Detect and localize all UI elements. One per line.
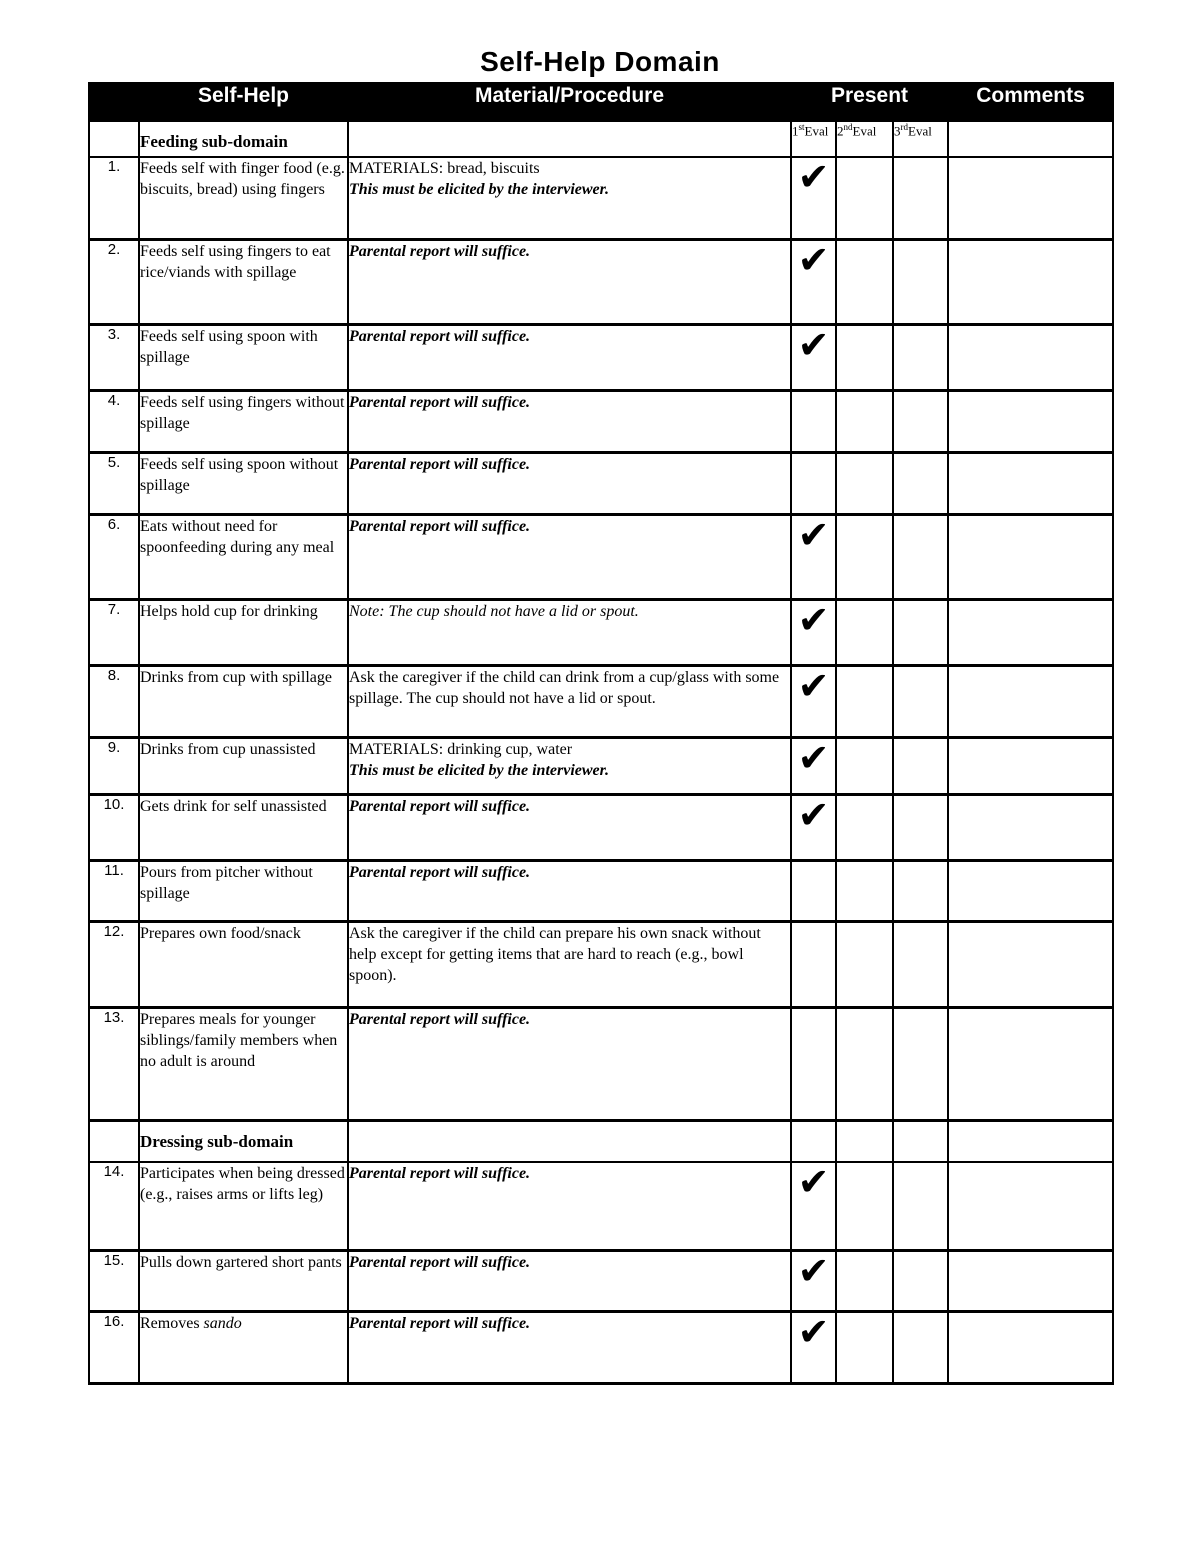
eval-1-cell[interactable] bbox=[791, 860, 836, 921]
eval-3-cell[interactable] bbox=[893, 665, 948, 737]
eval-3-cell[interactable] bbox=[893, 1007, 948, 1120]
item-number: 11. bbox=[89, 860, 139, 921]
skill-description: Feeds self using fingers without spillage bbox=[139, 390, 348, 452]
table-body bbox=[89, 121, 1113, 1383]
procedure-instruction: Parental report will suffice. bbox=[349, 393, 531, 411]
comments-cell[interactable] bbox=[948, 390, 1113, 452]
eval-1-cell[interactable] bbox=[791, 157, 836, 239]
procedure-instruction: Parental report will suffice. bbox=[349, 1010, 531, 1028]
procedure-instruction: Parental report will suffice. bbox=[349, 327, 531, 345]
eval-1-cell[interactable] bbox=[791, 921, 836, 1007]
skill-description: Prepares meals for younger siblings/family members when no adult is around bbox=[139, 1007, 348, 1120]
procedure-cell bbox=[348, 390, 791, 452]
skill-description: Drinks from cup with spillage bbox=[139, 665, 348, 737]
comments-cell[interactable] bbox=[948, 599, 1113, 665]
procedure-text: MATERIALS: bread, biscuits bbox=[349, 160, 540, 177]
table-row bbox=[89, 1007, 1113, 1120]
table-row bbox=[89, 794, 1113, 860]
eval-2-cell[interactable] bbox=[836, 737, 893, 794]
procedure-cell bbox=[348, 452, 791, 514]
header-self-help: Self-Help bbox=[139, 83, 348, 121]
procedure-instruction: Parental report will suffice. bbox=[349, 242, 531, 260]
skill-description: Pours from pitcher without spillage bbox=[139, 860, 348, 921]
eval-2-cell[interactable] bbox=[836, 1007, 893, 1120]
skill-italic-text: sando bbox=[203, 1314, 242, 1332]
subdomain-row-feeding bbox=[89, 121, 1113, 157]
item-number: 15. bbox=[89, 1250, 139, 1311]
eval-2-cell[interactable] bbox=[836, 514, 893, 599]
eval-3-cell[interactable] bbox=[893, 514, 948, 599]
skill-description: Participates when being dressed (e.g., raises arms or lifts leg) bbox=[139, 1162, 348, 1250]
eval-1-cell[interactable] bbox=[791, 324, 836, 390]
item-number: 16. bbox=[89, 1311, 139, 1383]
procedure-text: Ask the caregiver if the child can prepare his own snack without help except for getting items that are hard to reach (e.g., bowl spoon). bbox=[349, 924, 761, 984]
item-number: 2. bbox=[89, 239, 139, 324]
table-row bbox=[89, 921, 1113, 1007]
procedure-cell bbox=[348, 1311, 791, 1383]
item-number: 8. bbox=[89, 665, 139, 737]
checkmark-icon: ✔ bbox=[797, 1309, 830, 1354]
table-row bbox=[89, 452, 1113, 514]
procedure-cell bbox=[348, 599, 791, 665]
table-row bbox=[89, 324, 1113, 390]
procedure-instruction: Parental report will suffice. bbox=[349, 797, 531, 815]
comments-cell[interactable] bbox=[948, 1120, 1113, 1162]
eval-3-cell[interactable] bbox=[893, 1250, 948, 1311]
item-number: 3. bbox=[89, 324, 139, 390]
eval-2-cell[interactable] bbox=[836, 921, 893, 1007]
skill-description: Prepares own food/snack bbox=[139, 921, 348, 1007]
item-number: 6. bbox=[89, 514, 139, 599]
checkmark-icon: ✔ bbox=[797, 735, 830, 780]
comments-cell[interactable] bbox=[948, 239, 1113, 324]
eval-1-cell[interactable] bbox=[791, 452, 836, 514]
eval-1-cell[interactable] bbox=[791, 665, 836, 737]
eval-2-cell[interactable] bbox=[836, 324, 893, 390]
table-row bbox=[89, 1162, 1113, 1250]
table-row bbox=[89, 737, 1113, 794]
skill-description: Drinks from cup unassisted bbox=[139, 737, 348, 794]
checkmark-icon: ✔ bbox=[797, 1248, 830, 1293]
procedure-cell bbox=[348, 1007, 791, 1120]
subdomain-row-dressing bbox=[89, 1120, 1113, 1162]
eval-2-cell[interactable] bbox=[836, 665, 893, 737]
eval-1-cell[interactable] bbox=[791, 1311, 836, 1383]
item-number: 14. bbox=[89, 1162, 139, 1250]
comments-cell[interactable] bbox=[948, 1007, 1113, 1120]
skill-description: Feeds self using fingers to eat rice/viands with spillage bbox=[139, 239, 348, 324]
skill-description: Pulls down gartered short pants bbox=[139, 1250, 348, 1311]
comments-cell[interactable] bbox=[948, 1311, 1113, 1383]
eval-2-cell[interactable] bbox=[836, 794, 893, 860]
procedure-cell bbox=[348, 737, 791, 794]
item-number: 12. bbox=[89, 921, 139, 1007]
eval-2-cell[interactable] bbox=[836, 1120, 893, 1162]
procedure-instruction: Parental report will suffice. bbox=[349, 517, 531, 535]
procedure-cell bbox=[348, 239, 791, 324]
procedure-text: MATERIALS: drinking cup, water bbox=[349, 740, 573, 758]
eval-1-cell[interactable] bbox=[791, 794, 836, 860]
eval-1-cell[interactable] bbox=[791, 1120, 836, 1162]
eval-3-cell[interactable] bbox=[893, 860, 948, 921]
eval-2-cell[interactable] bbox=[836, 390, 893, 452]
item-number: 4. bbox=[89, 390, 139, 452]
table-row bbox=[89, 390, 1113, 452]
procedure-text: Ask the caregiver if the child can drink from a cup/glass with some spillage. The cup should not have a lid or spout. bbox=[349, 668, 780, 707]
eval-2-cell[interactable] bbox=[836, 239, 893, 324]
eval-3-cell[interactable] bbox=[893, 324, 948, 390]
eval-2-cell[interactable] bbox=[836, 1311, 893, 1383]
procedure-cell bbox=[348, 514, 791, 599]
table-row bbox=[89, 1311, 1113, 1383]
checkmark-icon: ✔ bbox=[797, 322, 830, 367]
eval-1-cell[interactable] bbox=[791, 1007, 836, 1120]
header-comments: Comments bbox=[948, 83, 1113, 121]
eval-1-header: 1stEval bbox=[791, 121, 836, 157]
procedure-instruction: This must be elicited by the interviewer. bbox=[349, 761, 609, 779]
comments-cell[interactable] bbox=[948, 921, 1113, 1007]
page-title: Self-Help Domain bbox=[480, 46, 720, 77]
checkmark-icon: ✔ bbox=[797, 663, 830, 708]
procedure-instruction: Parental report will suffice. bbox=[349, 863, 531, 881]
item-number: 1. bbox=[89, 157, 139, 239]
comments-cell[interactable] bbox=[948, 1162, 1113, 1250]
eval-3-cell[interactable] bbox=[893, 390, 948, 452]
procedure-cell bbox=[348, 1162, 791, 1250]
item-number: 5. bbox=[89, 452, 139, 514]
table-row bbox=[89, 599, 1113, 665]
eval-1-cell[interactable] bbox=[791, 1250, 836, 1311]
eval-1-cell[interactable] bbox=[791, 599, 836, 665]
eval-3-cell[interactable] bbox=[893, 239, 948, 324]
item-number: 9. bbox=[89, 737, 139, 794]
subdomain-label: Dressing sub-domain bbox=[139, 1120, 348, 1162]
table-row bbox=[89, 514, 1113, 599]
checkmark-icon: ✔ bbox=[797, 155, 830, 199]
comments-cell[interactable] bbox=[948, 121, 1113, 157]
procedure-instruction: Parental report will suffice. bbox=[349, 1314, 531, 1332]
procedure-note: Note: The cup should not have a lid or spout. bbox=[349, 602, 639, 620]
procedure-cell bbox=[348, 794, 791, 860]
comments-cell[interactable] bbox=[948, 157, 1113, 239]
checkmark-icon: ✔ bbox=[797, 597, 830, 642]
header-present: Present bbox=[791, 83, 948, 121]
table-row bbox=[89, 239, 1113, 324]
eval-2-cell[interactable] bbox=[836, 1250, 893, 1311]
skill-description bbox=[139, 1311, 348, 1383]
subdomain-label: Feeding sub-domain bbox=[139, 121, 348, 157]
procedure-cell bbox=[348, 665, 791, 737]
eval-3-header: 3rdEval bbox=[893, 121, 948, 157]
eval-1-cell[interactable] bbox=[791, 390, 836, 452]
procedure-cell bbox=[348, 1250, 791, 1311]
procedure-cell bbox=[348, 921, 791, 1007]
eval-3-cell[interactable] bbox=[893, 737, 948, 794]
comments-cell[interactable] bbox=[948, 665, 1113, 737]
eval-3-cell[interactable] bbox=[893, 1120, 948, 1162]
eval-3-cell[interactable] bbox=[893, 452, 948, 514]
procedure-cell bbox=[348, 324, 791, 390]
checkmark-icon: ✔ bbox=[797, 1160, 830, 1204]
table-row bbox=[89, 860, 1113, 921]
procedure-instruction: Parental report will suffice. bbox=[349, 455, 531, 473]
skill-description: Eats without need for spoonfeeding during any meal bbox=[139, 514, 348, 599]
eval-1-cell[interactable] bbox=[791, 737, 836, 794]
procedure-instruction: This must be elicited by the interviewer. bbox=[349, 181, 609, 198]
item-number: 10. bbox=[89, 794, 139, 860]
procedure-instruction: Parental report will suffice. bbox=[349, 1253, 531, 1271]
eval-3-cell[interactable] bbox=[893, 157, 948, 239]
eval-3-cell[interactable] bbox=[893, 921, 948, 1007]
eval-1-cell[interactable] bbox=[791, 514, 836, 599]
eval-3-cell[interactable] bbox=[893, 599, 948, 665]
eval-3-cell[interactable] bbox=[893, 794, 948, 860]
procedure-cell bbox=[348, 860, 791, 921]
comments-cell[interactable] bbox=[948, 1250, 1113, 1311]
eval-2-cell[interactable] bbox=[836, 157, 893, 239]
checkmark-icon: ✔ bbox=[797, 512, 830, 557]
checkmark-icon: ✔ bbox=[797, 237, 830, 282]
skill-description: Gets drink for self unassisted bbox=[139, 794, 348, 860]
skill-description: Helps hold cup for drinking bbox=[139, 599, 348, 665]
blank-procedure-cell bbox=[348, 1120, 791, 1162]
header-material: Material/Procedure bbox=[348, 83, 791, 121]
skill-description: Feeds self using spoon with spillage bbox=[139, 324, 348, 390]
self-help-table bbox=[88, 82, 1114, 1385]
comments-cell[interactable] bbox=[948, 452, 1113, 514]
eval-2-cell[interactable] bbox=[836, 860, 893, 921]
blank-number-cell bbox=[89, 121, 139, 157]
item-number: 13. bbox=[89, 1007, 139, 1120]
eval-3-cell[interactable] bbox=[893, 1311, 948, 1383]
checkmark-icon: ✔ bbox=[797, 792, 830, 837]
blank-number-cell bbox=[89, 1120, 139, 1162]
eval-2-cell[interactable] bbox=[836, 599, 893, 665]
header-row bbox=[89, 83, 1113, 121]
comments-cell[interactable] bbox=[948, 324, 1113, 390]
table-row bbox=[89, 157, 1113, 239]
procedure-cell bbox=[348, 157, 791, 239]
eval-1-cell[interactable] bbox=[791, 239, 836, 324]
skill-description: Feeds self with finger food (e.g. biscuits, bread) using fingers bbox=[139, 157, 348, 239]
eval-2-cell[interactable] bbox=[836, 452, 893, 514]
comments-cell[interactable] bbox=[948, 860, 1113, 921]
table-row bbox=[89, 1250, 1113, 1311]
header-blank bbox=[89, 83, 139, 121]
eval-3-cell[interactable] bbox=[893, 1162, 948, 1250]
procedure-instruction: Parental report will suffice. bbox=[349, 1165, 531, 1182]
eval-1-cell[interactable] bbox=[791, 1162, 836, 1250]
comments-cell[interactable] bbox=[948, 514, 1113, 599]
comments-cell[interactable] bbox=[948, 794, 1113, 860]
table-row bbox=[89, 665, 1113, 737]
skill-text: Removes bbox=[140, 1314, 204, 1332]
eval-2-header: 2ndEval bbox=[836, 121, 893, 157]
blank-procedure-cell bbox=[348, 121, 791, 157]
item-number: 7. bbox=[89, 599, 139, 665]
eval-2-cell[interactable] bbox=[836, 1162, 893, 1250]
comments-cell[interactable] bbox=[948, 737, 1113, 794]
skill-description: Feeds self using spoon without spillage bbox=[139, 452, 348, 514]
